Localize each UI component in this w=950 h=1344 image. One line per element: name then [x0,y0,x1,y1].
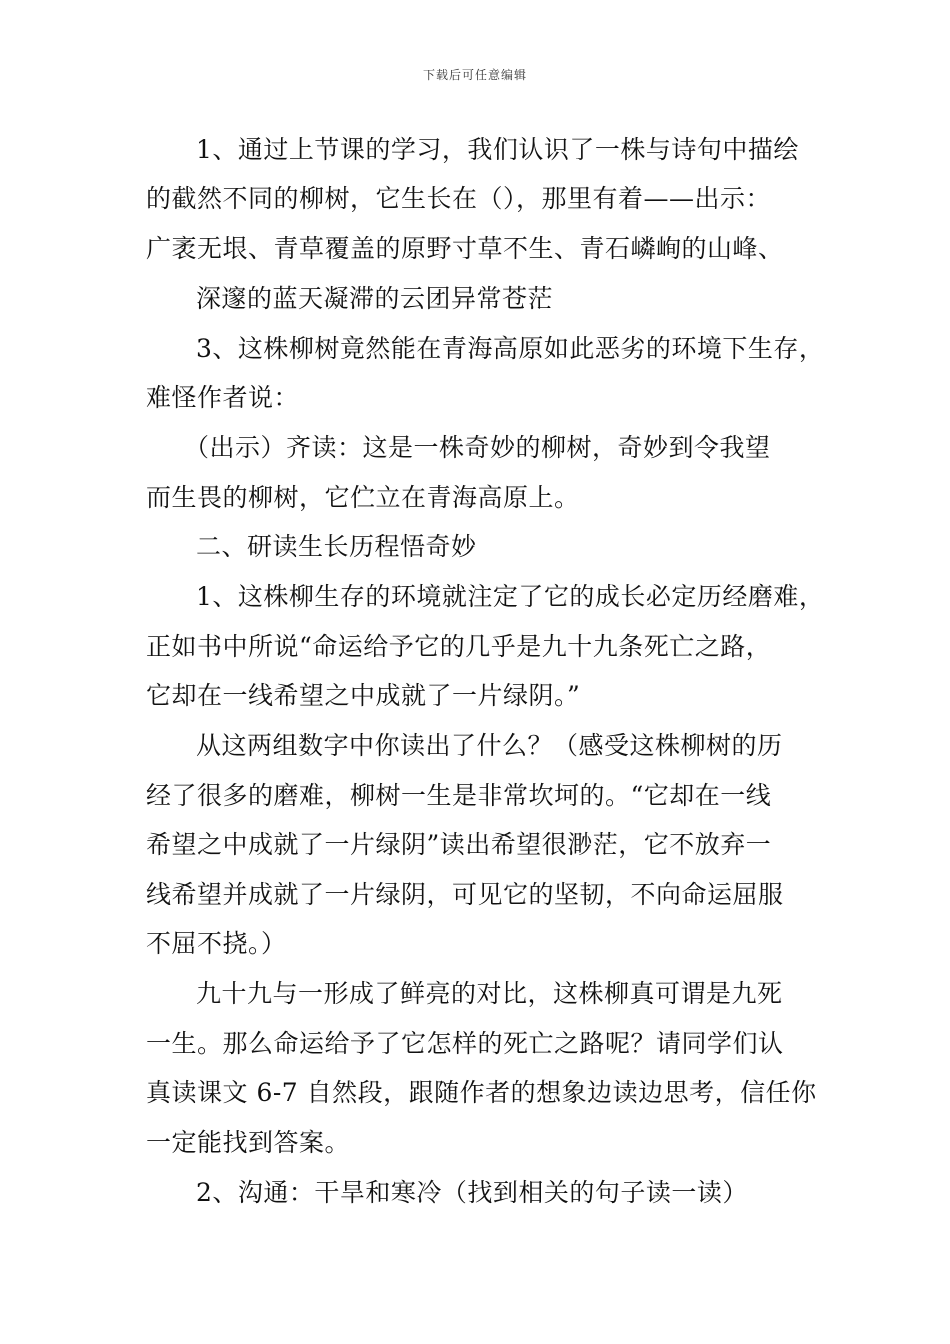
text-line: 的截然不同的柳树，它生长在（），那里有着——出示： [146,184,772,213]
text-line: 它却在一线希望之中成就了一片绿阴。” [146,681,581,710]
text-line: （出示）齐读：这是一株奇妙的柳树，奇妙到令我望 [184,433,771,462]
text-line: 希望之中成就了一片绿阴”读出希望很渺茫，它不放弃一 [146,830,772,859]
text-line: 难怪作者说： [146,383,300,412]
text-line: 线希望并成就了一片绿阴，可见它的坚韧，不向命运屈服 [146,880,784,909]
text-line: 一生。那么命运给予了它怎样的死亡之路呢？请同学们认 [146,1029,784,1058]
text-line: 1、通过上节课的学习，我们认识了一株与诗句中描绘 [196,135,799,164]
text-line: 九十九与一形成了鲜亮的对比，这株柳真可谓是九死 [196,979,783,1008]
text-line: 从这两组数字中你读出了什么？（感受这株柳树的历 [196,731,783,760]
text-line: 而生畏的柳树，它伫立在青海高原上。 [146,483,580,512]
text-line: 二、研读生长历程悟奇妙 [196,532,477,561]
text-line: 正如书中所说“命运给予它的几乎是九十九条死亡之路， [146,632,772,661]
text-line: 不屈不挠。） [146,929,287,958]
text-line: 经了很多的磨难，柳树一生是非常坎坷的。“它却在一线 [146,781,772,810]
text-line: 一定能找到答案。 [146,1128,351,1157]
text-line: 2、沟通：干旱和寒冷（找到相关的句子读一读） [196,1178,748,1207]
text-line: 真读课文 6-7 自然段，跟随作者的想象边读边思考，信任你 [146,1078,817,1107]
text-line: 1、这株柳生存的环境就注定了它的成长必定历经磨难， [196,582,825,611]
text-line: 广袤无垠、青草覆盖的原野寸草不生、青石嶙峋的山峰、 [146,234,784,263]
page-header: 下载后可任意编辑 [422,68,527,82]
text-line: 3、这株柳树竟然能在青海高原如此恶劣的环境下生存， [196,334,825,363]
text-line: 深邃的蓝天凝滞的云团异常苍茫 [196,284,554,313]
